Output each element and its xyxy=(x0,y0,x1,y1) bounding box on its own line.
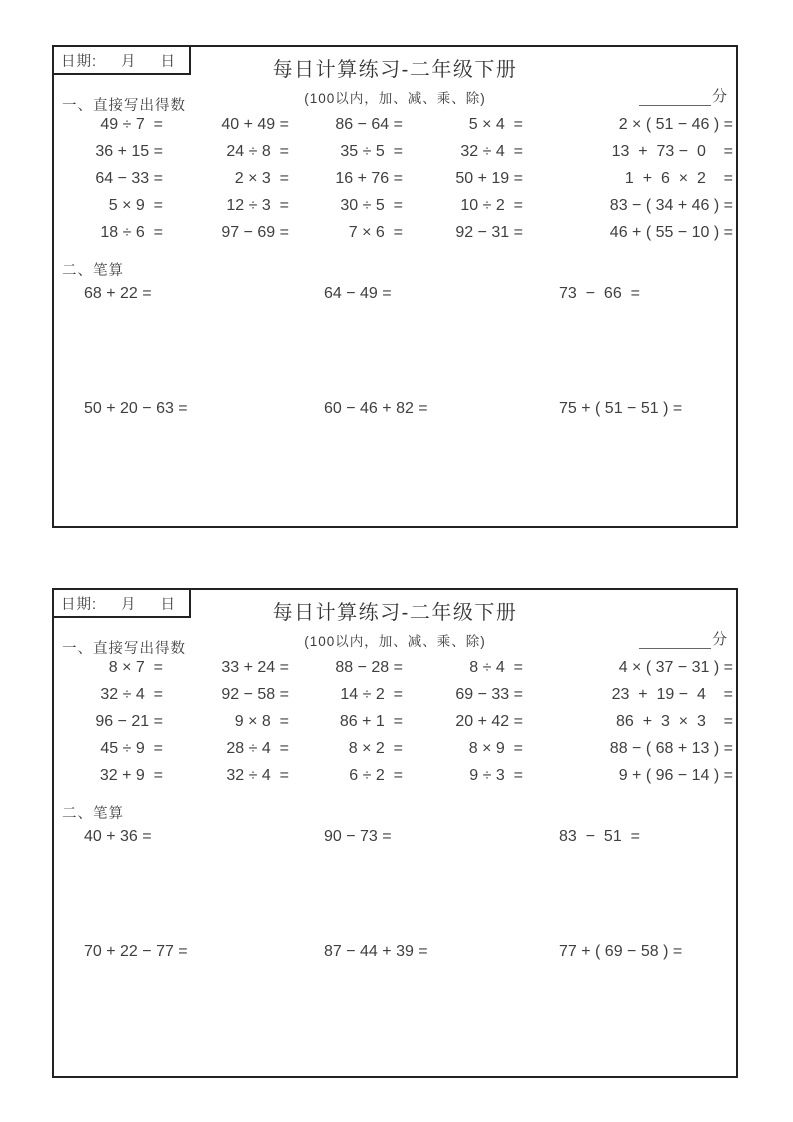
oral-problem: 9 × 8 = xyxy=(234,712,289,730)
oral-problem: 92 − 58 = xyxy=(221,685,289,703)
oral-problem: 8 ÷ 4 = xyxy=(469,658,523,676)
oral-problem: 92 − 31 = xyxy=(455,223,523,241)
oral-problem: 8 × 9 = xyxy=(468,739,523,757)
oral-problem: 86 + 1 = xyxy=(339,712,403,730)
worksheet-panel-2 xyxy=(52,588,738,1078)
score-line xyxy=(639,85,727,106)
oral-problem: 33 + 24 = xyxy=(221,658,289,676)
oral-problem: 2 × ( 51 − 46 ) = xyxy=(618,115,733,133)
oral-problem: 2 × 3 = xyxy=(234,169,289,187)
written-problem: 73 − 66 = xyxy=(559,284,640,302)
section-label-oral: 一、直接写出得数 xyxy=(62,98,186,114)
oral-problem: 88 − 28 = xyxy=(335,658,403,676)
oral-problem: 9 ÷ 3 = xyxy=(469,766,523,784)
written-problem: 40 + 36 = xyxy=(84,827,152,845)
date-box xyxy=(52,588,191,618)
oral-problem: 49 ÷ 7 = xyxy=(100,115,163,133)
month-label: 月 xyxy=(121,53,137,70)
oral-problem: 5 × 9 = xyxy=(108,196,163,214)
oral-problem: 69 − 33 = xyxy=(455,685,523,703)
oral-problem: 1 + 6 × 2 = xyxy=(624,169,733,187)
oral-problem: 32 ÷ 4 = xyxy=(460,142,523,160)
score-blank-underline xyxy=(639,89,711,106)
oral-problem: 4 × ( 37 − 31 ) = xyxy=(618,658,733,676)
oral-problem: 5 × 4 = xyxy=(468,115,523,133)
score-unit-label: 分 xyxy=(711,631,727,648)
oral-problem: 16 + 76 = xyxy=(335,169,403,187)
oral-problem: 45 ÷ 9 = xyxy=(100,739,163,757)
score-line xyxy=(639,628,727,649)
written-problem: 90 − 73 = xyxy=(324,827,392,845)
oral-problem: 12 ÷ 3 = xyxy=(226,196,289,214)
date-label: 日期: xyxy=(61,53,98,70)
oral-problem: 24 ÷ 8 = xyxy=(226,142,289,160)
oral-problem: 96 − 21 = xyxy=(95,712,163,730)
written-problem: 87 − 44 + 39 = xyxy=(324,942,428,960)
oral-problem: 14 ÷ 2 = xyxy=(340,685,403,703)
page-subtitle: (100以内，加、减、乘、除) xyxy=(304,91,486,106)
page-subtitle: (100以内，加、减、乘、除) xyxy=(304,634,486,649)
score-blank-underline xyxy=(639,632,711,649)
oral-problem: 88 − ( 68 + 13 ) = xyxy=(609,739,733,757)
section-label-written: 二、笔算 xyxy=(62,806,124,822)
oral-problem: 9 + ( 96 − 14 ) = xyxy=(618,766,733,784)
section-label-oral: 一、直接写出得数 xyxy=(62,641,186,657)
written-problem: 50 + 20 − 63 = xyxy=(84,399,188,417)
oral-problems-grid xyxy=(54,654,736,789)
written-problem: 83 − 51 = xyxy=(559,827,640,845)
day-label: 日 xyxy=(160,53,176,70)
oral-problem: 32 + 9 = xyxy=(99,766,163,784)
written-problem: 77 + ( 69 − 58 ) = xyxy=(559,942,683,960)
written-problem: 60 − 46 + 82 = xyxy=(324,399,428,417)
oral-problem: 40 + 49 = xyxy=(221,115,289,133)
oral-problem: 6 ÷ 2 = xyxy=(349,766,403,784)
page-title: 每日计算练习-二年级下册 xyxy=(272,602,518,624)
oral-problem: 20 + 42 = xyxy=(455,712,523,730)
oral-problem: 36 + 15 = xyxy=(95,142,163,160)
oral-problem: 86 + 3 × 3 = xyxy=(616,712,733,730)
written-problems-row-1 xyxy=(54,280,736,307)
oral-problem: 83 − ( 34 + 46 ) = xyxy=(609,196,733,214)
page-title: 每日计算练习-二年级下册 xyxy=(272,59,518,81)
oral-problem: 13 + 73 − 0 = xyxy=(611,142,733,160)
oral-problem: 32 ÷ 4 = xyxy=(226,766,289,784)
oral-problem: 32 ÷ 4 = xyxy=(100,685,163,703)
oral-problem: 7 × 6 = xyxy=(348,223,403,241)
worksheet-panel-1 xyxy=(52,45,738,528)
oral-problems-grid xyxy=(54,111,736,246)
date-box xyxy=(52,45,191,75)
written-problems-row-2 xyxy=(54,395,736,422)
written-problem: 75 + ( 51 − 51 ) = xyxy=(559,399,683,417)
oral-problem: 35 ÷ 5 = xyxy=(340,142,403,160)
score-unit-label: 分 xyxy=(711,88,727,105)
date-label: 日期: xyxy=(61,596,98,613)
written-problem: 68 + 22 = xyxy=(84,284,152,302)
oral-problem: 46 + ( 55 − 10 ) = xyxy=(609,223,733,241)
day-label: 日 xyxy=(160,596,176,613)
written-problem: 64 − 49 = xyxy=(324,284,392,302)
oral-problem: 97 − 69 = xyxy=(221,223,289,241)
written-problems-row-2 xyxy=(54,938,736,965)
oral-problem: 64 − 33 = xyxy=(95,169,163,187)
oral-problem: 8 × 7 = xyxy=(108,658,163,676)
written-problem: 70 + 22 − 77 = xyxy=(84,942,188,960)
oral-problem: 30 ÷ 5 = xyxy=(340,196,403,214)
oral-problem: 8 × 2 = xyxy=(348,739,403,757)
section-label-written: 二、笔算 xyxy=(62,263,124,279)
oral-problem: 28 ÷ 4 = xyxy=(226,739,289,757)
oral-problem: 86 − 64 = xyxy=(335,115,403,133)
oral-problem: 18 ÷ 6 = xyxy=(100,223,163,241)
oral-problem: 50 + 19 = xyxy=(455,169,523,187)
oral-problem: 10 ÷ 2 = xyxy=(460,196,523,214)
written-problems-row-1 xyxy=(54,823,736,850)
month-label: 月 xyxy=(121,596,137,613)
oral-problem: 23 + 19 − 4 = xyxy=(611,685,733,703)
